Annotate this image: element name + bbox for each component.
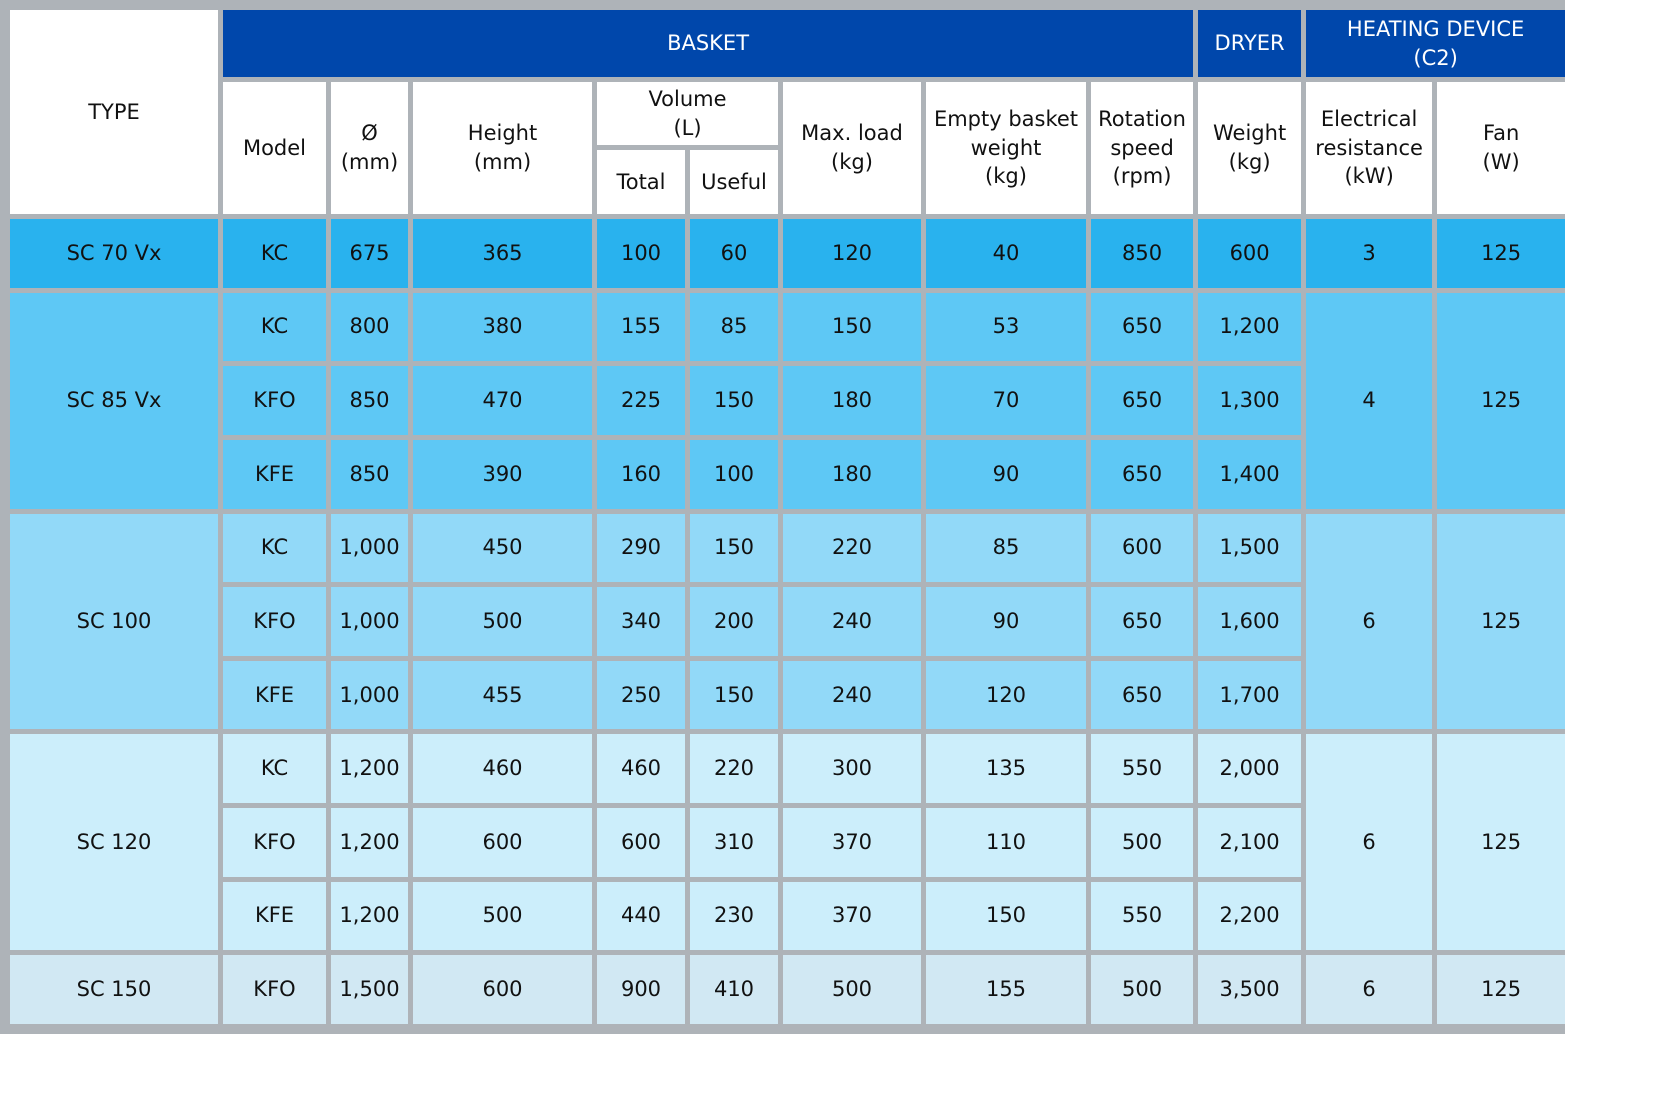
type-cell: SC 100 bbox=[10, 514, 218, 730]
diameter-cell: 850 bbox=[331, 440, 408, 509]
empty-basket-weight-cell: 155 bbox=[926, 955, 1086, 1024]
diameter-cell: 1,000 bbox=[331, 661, 408, 730]
rotation-speed-cell: 650 bbox=[1091, 366, 1193, 435]
volume-useful-cell: 220 bbox=[690, 734, 778, 803]
model-cell: KC bbox=[223, 734, 326, 803]
electrical-line1: Electrical bbox=[1320, 106, 1418, 131]
header-row-columns bbox=[10, 82, 1565, 145]
rotation-speed-cell: 650 bbox=[1091, 293, 1193, 362]
max-load-cell: 180 bbox=[783, 366, 921, 435]
volume-unit: (L) bbox=[673, 115, 702, 140]
dryer-weight-cell: 1,700 bbox=[1198, 661, 1301, 730]
height-cell: 365 bbox=[413, 219, 592, 288]
volume-total-cell: 290 bbox=[597, 514, 685, 583]
empty-basket-weight-cell: 120 bbox=[926, 661, 1086, 730]
max-load-cell: 500 bbox=[783, 955, 921, 1024]
volume-useful-cell: 150 bbox=[690, 514, 778, 583]
empty-basket-weight-cell: 53 bbox=[926, 293, 1086, 362]
heating-device-code: (C2) bbox=[1413, 45, 1458, 70]
height-cell: 460 bbox=[413, 734, 592, 803]
table-row bbox=[10, 219, 1565, 288]
electrical-unit: (kW) bbox=[1344, 164, 1394, 189]
max-load-cell: 240 bbox=[783, 587, 921, 656]
electrical-resistance-cell: 6 bbox=[1306, 734, 1432, 950]
volume-total-cell: 100 bbox=[597, 219, 685, 288]
empty-basket-unit: (kg) bbox=[985, 164, 1027, 189]
table-row bbox=[10, 734, 1565, 803]
dryer-weight-cell: 1,600 bbox=[1198, 587, 1301, 656]
volume-useful-header: Useful bbox=[690, 150, 778, 214]
volume-total-cell: 250 bbox=[597, 661, 685, 730]
max-load-cell: 150 bbox=[783, 293, 921, 362]
empty-basket-weight-cell: 90 bbox=[926, 440, 1086, 509]
type-header: TYPE bbox=[10, 10, 218, 214]
rotation-line2: speed bbox=[1110, 135, 1174, 160]
header-row-groups bbox=[10, 10, 1565, 77]
height-title: Height bbox=[467, 121, 538, 146]
diameter-cell: 1,200 bbox=[331, 734, 408, 803]
electrical-line2: resistance bbox=[1315, 135, 1423, 160]
empty-basket-weight-cell: 85 bbox=[926, 514, 1086, 583]
model-cell: KFE bbox=[223, 440, 326, 509]
model-cell: KC bbox=[223, 219, 326, 288]
heating-device-title: HEATING DEVICE bbox=[1346, 16, 1525, 41]
dryer-header: DRYER bbox=[1198, 10, 1301, 77]
volume-title: Volume bbox=[648, 86, 727, 111]
table-row bbox=[10, 514, 1565, 583]
model-cell: KFO bbox=[223, 955, 326, 1024]
volume-useful-cell: 60 bbox=[690, 219, 778, 288]
dryer-weight-cell: 2,200 bbox=[1198, 882, 1301, 951]
fan-cell: 125 bbox=[1437, 293, 1565, 509]
max-load-cell: 370 bbox=[783, 808, 921, 877]
electrical-resistance-cell: 6 bbox=[1306, 514, 1432, 730]
model-cell: KFE bbox=[223, 661, 326, 730]
height-cell: 450 bbox=[413, 514, 592, 583]
empty-basket-weight-cell: 70 bbox=[926, 366, 1086, 435]
model-header: Model bbox=[223, 82, 326, 214]
empty-basket-line2: weight bbox=[970, 135, 1042, 160]
volume-useful-cell: 85 bbox=[690, 293, 778, 362]
rotation-unit: (rpm) bbox=[1112, 164, 1172, 189]
model-cell: KFO bbox=[223, 808, 326, 877]
height-cell: 500 bbox=[413, 882, 592, 951]
height-header bbox=[413, 82, 592, 214]
fan-cell: 125 bbox=[1437, 219, 1565, 288]
max-load-cell: 120 bbox=[783, 219, 921, 288]
volume-useful-cell: 150 bbox=[690, 661, 778, 730]
empty-basket-weight-header bbox=[926, 82, 1086, 214]
dryer-weight-cell: 2,000 bbox=[1198, 734, 1301, 803]
rotation-speed-cell: 500 bbox=[1091, 808, 1193, 877]
volume-useful-cell: 230 bbox=[690, 882, 778, 951]
empty-basket-weight-cell: 135 bbox=[926, 734, 1086, 803]
diameter-header bbox=[331, 82, 408, 214]
model-cell: KFO bbox=[223, 587, 326, 656]
volume-header bbox=[597, 82, 778, 145]
height-cell: 455 bbox=[413, 661, 592, 730]
volume-total-cell: 900 bbox=[597, 955, 685, 1024]
rotation-line1: Rotation bbox=[1098, 106, 1186, 131]
diameter-cell: 1,200 bbox=[331, 882, 408, 951]
dryer-weight-header bbox=[1198, 82, 1301, 214]
height-cell: 470 bbox=[413, 366, 592, 435]
empty-basket-weight-cell: 110 bbox=[926, 808, 1086, 877]
diameter-cell: 1,500 bbox=[331, 955, 408, 1024]
diameter-cell: 1,000 bbox=[331, 587, 408, 656]
fan-cell: 125 bbox=[1437, 734, 1565, 950]
volume-useful-cell: 410 bbox=[690, 955, 778, 1024]
max-load-cell: 220 bbox=[783, 514, 921, 583]
dryer-weight-cell: 1,400 bbox=[1198, 440, 1301, 509]
max-load-header bbox=[783, 82, 921, 214]
height-cell: 390 bbox=[413, 440, 592, 509]
dryer-weight-cell: 1,500 bbox=[1198, 514, 1301, 583]
electrical-resistance-cell: 6 bbox=[1306, 955, 1432, 1024]
height-cell: 600 bbox=[413, 955, 592, 1024]
volume-total-cell: 600 bbox=[597, 808, 685, 877]
diameter-cell: 1,200 bbox=[331, 808, 408, 877]
volume-total-cell: 160 bbox=[597, 440, 685, 509]
volume-total-cell: 225 bbox=[597, 366, 685, 435]
type-cell: SC 70 Vx bbox=[10, 219, 218, 288]
rotation-speed-cell: 650 bbox=[1091, 440, 1193, 509]
diameter-symbol: Ø bbox=[361, 121, 378, 146]
dryer-weight-cell: 1,300 bbox=[1198, 366, 1301, 435]
max-load-cell: 370 bbox=[783, 882, 921, 951]
diameter-cell: 1,000 bbox=[331, 514, 408, 583]
fan-title: Fan bbox=[1482, 121, 1520, 146]
model-cell: KFO bbox=[223, 366, 326, 435]
rotation-speed-cell: 550 bbox=[1091, 734, 1193, 803]
model-cell: KC bbox=[223, 293, 326, 362]
volume-useful-cell: 310 bbox=[690, 808, 778, 877]
dryer-weight-title: Weight bbox=[1213, 121, 1287, 146]
max-load-cell: 180 bbox=[783, 440, 921, 509]
table-row bbox=[10, 955, 1565, 1024]
volume-total-header: Total bbox=[597, 150, 685, 214]
volume-useful-cell: 150 bbox=[690, 366, 778, 435]
volume-total-cell: 340 bbox=[597, 587, 685, 656]
model-cell: KC bbox=[223, 514, 326, 583]
height-cell: 500 bbox=[413, 587, 592, 656]
electrical-resistance-header bbox=[1306, 82, 1432, 214]
rotation-speed-cell: 600 bbox=[1091, 514, 1193, 583]
fan-cell: 125 bbox=[1437, 514, 1565, 730]
empty-basket-weight-cell: 90 bbox=[926, 587, 1086, 656]
volume-total-cell: 155 bbox=[597, 293, 685, 362]
rotation-speed-cell: 850 bbox=[1091, 219, 1193, 288]
dryer-weight-cell: 2,100 bbox=[1198, 808, 1301, 877]
empty-basket-line1: Empty basket bbox=[933, 106, 1079, 131]
electrical-resistance-cell: 3 bbox=[1306, 219, 1432, 288]
type-cell: SC 150 bbox=[10, 955, 218, 1024]
diameter-cell: 800 bbox=[331, 293, 408, 362]
rotation-speed-cell: 550 bbox=[1091, 882, 1193, 951]
model-cell: KFE bbox=[223, 882, 326, 951]
fan-unit: (W) bbox=[1482, 150, 1520, 174]
max-load-cell: 300 bbox=[783, 734, 921, 803]
heating-device-header bbox=[1306, 10, 1565, 77]
diameter-cell: 850 bbox=[331, 366, 408, 435]
dryer-weight-cell: 1,200 bbox=[1198, 293, 1301, 362]
rotation-speed-cell: 650 bbox=[1091, 587, 1193, 656]
empty-basket-weight-cell: 150 bbox=[926, 882, 1086, 951]
fan-cell: 125 bbox=[1437, 955, 1565, 1024]
volume-useful-cell: 100 bbox=[690, 440, 778, 509]
height-cell: 380 bbox=[413, 293, 592, 362]
dryer-weight-unit: (kg) bbox=[1228, 150, 1271, 174]
dryer-weight-cell: 600 bbox=[1198, 219, 1301, 288]
fan-header bbox=[1437, 82, 1565, 214]
max-load-cell: 240 bbox=[783, 661, 921, 730]
spec-table-body bbox=[10, 219, 1565, 1024]
empty-basket-weight-cell: 40 bbox=[926, 219, 1086, 288]
electrical-resistance-cell: 4 bbox=[1306, 293, 1432, 509]
volume-total-cell: 460 bbox=[597, 734, 685, 803]
table-row bbox=[10, 293, 1565, 362]
diameter-cell: 675 bbox=[331, 219, 408, 288]
diameter-unit: (mm) bbox=[340, 150, 399, 174]
spec-table bbox=[5, 5, 1570, 1029]
basket-header: BASKET bbox=[223, 10, 1193, 77]
height-unit: (mm) bbox=[473, 150, 532, 174]
rotation-speed-header bbox=[1091, 82, 1193, 214]
max-load-unit: (kg) bbox=[831, 150, 873, 174]
dryer-weight-cell: 3,500 bbox=[1198, 955, 1301, 1024]
type-cell: SC 85 Vx bbox=[10, 293, 218, 509]
rotation-speed-cell: 500 bbox=[1091, 955, 1193, 1024]
max-load-title: Max. load bbox=[801, 121, 903, 146]
height-cell: 600 bbox=[413, 808, 592, 877]
rotation-speed-cell: 650 bbox=[1091, 661, 1193, 730]
volume-total-cell: 440 bbox=[597, 882, 685, 951]
volume-useful-cell: 200 bbox=[690, 587, 778, 656]
type-cell: SC 120 bbox=[10, 734, 218, 950]
